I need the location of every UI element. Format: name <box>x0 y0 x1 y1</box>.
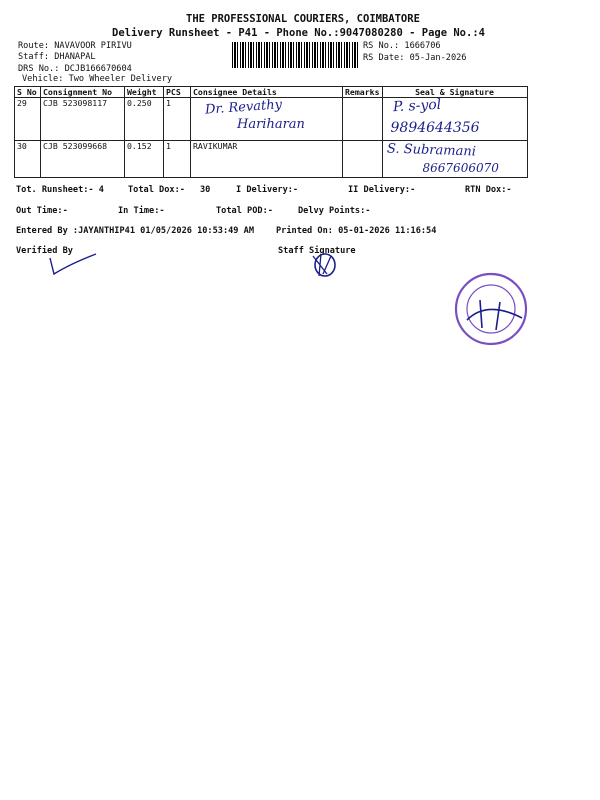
handwritten-consignee-surname: Hariharan <box>237 117 305 132</box>
header-sno: S No <box>15 87 41 98</box>
vehicle-text: Vehicle: Two Wheeler Delivery <box>22 74 173 84</box>
cell-consignment: CJB 523098117 <box>41 98 125 141</box>
total-dox-value: 30 <box>200 185 211 195</box>
staff-text: Staff: DHANAPAL <box>18 52 96 62</box>
staff-signature-label: Staff Signature <box>278 246 356 256</box>
handwritten-phone: 9894644356 <box>390 120 480 136</box>
cell-pcs: 1 <box>164 98 191 141</box>
i-delivery: I Delivery:- <box>236 185 299 195</box>
cell-sno: 30 <box>15 141 41 178</box>
header-consignment: Consignment No <box>41 87 125 98</box>
cell-consignee <box>191 98 343 141</box>
runsheet-table <box>14 86 528 178</box>
handwritten-phone: 8667606070 <box>422 161 499 175</box>
delvy-points: Delvy Points:- <box>298 206 371 216</box>
cell-weight: 0.152 <box>125 141 164 178</box>
cell-sno: 29 <box>15 98 41 141</box>
header-signature: Seal & Signature <box>382 87 527 98</box>
in-time: In Time:- <box>118 206 165 216</box>
out-time: Out Time:- <box>16 206 68 216</box>
verified-by-label: Verified By <box>16 246 73 256</box>
handwritten-consignee-name: Dr. Revathy <box>204 97 283 118</box>
total-pod: Total POD:- <box>216 206 273 216</box>
ii-delivery: II Delivery:- <box>348 185 416 195</box>
cell-pcs: 1 <box>164 141 191 178</box>
handwritten-signature: S. Subramani <box>386 141 476 160</box>
cell-remarks <box>343 141 383 178</box>
cell-remarks <box>343 98 383 141</box>
header-weight: Weight <box>125 87 164 98</box>
entered-by: Entered By :JAYANTHIP41 01/05/2026 10:53:49 AM <box>16 226 254 236</box>
cell-consignment: CJB 523099668 <box>41 141 125 178</box>
route-text: Route: NAVAVOOR PIRIVU <box>18 41 132 51</box>
cell-signature <box>382 98 527 141</box>
total-dox-label: Total Dox:- <box>128 185 185 195</box>
header-consignee: Consignee Details <box>191 87 343 98</box>
staff-signature-mark <box>305 248 345 280</box>
header-pcs: PCS <box>164 87 191 98</box>
handwritten-signature: P. s-yol <box>392 96 442 116</box>
rs-date: RS Date: 05-Jan-2026 <box>363 53 467 63</box>
cell-weight: 0.250 <box>125 98 164 141</box>
table-header-row <box>15 87 528 98</box>
document-subtitle: Delivery Runsheet - P41 - Phone No.:9047080280 - Page No.:4 <box>112 27 485 39</box>
round-stamp <box>452 270 530 348</box>
table-row <box>15 98 528 141</box>
cell-consignee: RAVIKUMAR <box>191 141 343 178</box>
drs-number: DRS No.: DCJB166670604 <box>18 64 132 74</box>
table-row <box>15 141 528 178</box>
barcode <box>232 42 358 68</box>
printed-on: Printed On: 05-01-2026 11:16:54 <box>276 226 437 236</box>
rs-number: RS No.: 1666706 <box>363 41 441 51</box>
verified-by-signature <box>40 248 110 278</box>
tot-runsheet: Tot. Runsheet:- 4 <box>16 185 104 195</box>
document-title: THE PROFESSIONAL COURIERS, COIMBATORE <box>186 13 420 25</box>
header-remarks: Remarks <box>343 87 383 98</box>
cell-signature <box>382 141 527 178</box>
rtn-dox: RTN Dox:- <box>465 185 512 195</box>
